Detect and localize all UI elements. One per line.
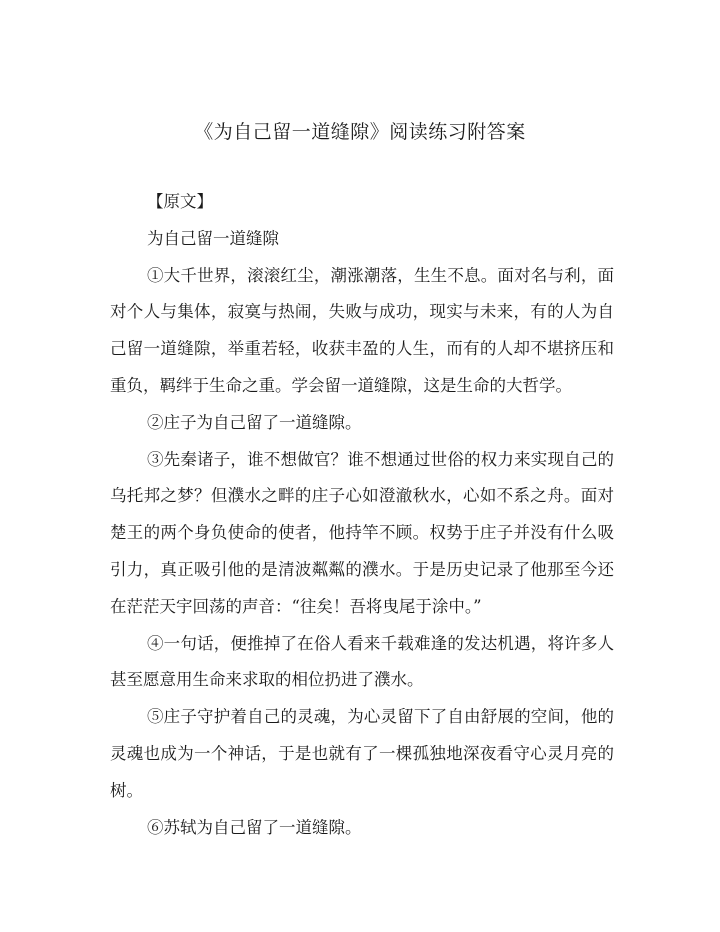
paragraph-2 [110,405,614,442]
document-body [110,184,614,846]
paragraph-6 [110,810,614,847]
paragraph-line: 己留一道缝隙，举重若轻，收获丰盈的人生，而有的人却不堪挤压和 [110,339,614,359]
essay-title: 为自己留一道缝隙 [147,228,279,248]
paragraph-line: ①大千世界，滚滚红尘，潮涨潮落，生生不息。面对名与利，面 [147,265,614,285]
paragraph-line: ③先秦诸子，谁不想做官？谁不想通过世俗的权力来实现自己的 [147,449,614,469]
document-title: 《为自己留一道缝隙》阅读练习附答案 [194,121,526,143]
paragraph-line: 楚王的两个身负使命的使者，他持竿不顾。权势于庄子并没有什么吸 [110,523,614,543]
paragraph-line: 灵魂也成为一个神话，于是也就有了一棵孤独地深夜看守心灵月亮的 [110,743,614,763]
paragraph-3 [110,442,614,626]
paragraph-line: 树。 [110,780,143,800]
paragraph-line: 在茫茫天宇回荡的声音：“往矣！吾将曳尾于涂中。” [110,596,482,616]
paragraph-line: ②庄子为自己留了一道缝隙。 [147,412,362,432]
paragraph-1 [110,258,614,405]
paragraph-line: 引力，真正吸引他的是清波粼粼的濮水。于是历史记录了他那至今还 [110,559,614,579]
paragraph-4 [110,626,614,700]
paragraph-line: ⑤庄子守护着自己的灵魂，为心灵留下了自由舒展的空间，他的 [147,707,614,727]
paragraph-line: 乌托邦之梦？但濮水之畔的庄子心如澄澈秋水，心如不系之舟。面对 [110,486,614,506]
paragraph-line: 对个人与集体，寂寞与热闹，失败与成功，现实与未来，有的人为自 [110,302,614,322]
paragraph-line: 重负，羁绊于生命之重。学会留一道缝隙，这是生命的大哲学。 [110,375,572,395]
paragraph-line: ⑥苏轼为自己留了一道缝隙。 [147,817,362,837]
paragraph-line: 甚至愿意用生命来求取的相位扔进了濮水。 [110,670,424,690]
section-label: 【原文】 [147,192,213,211]
paragraph-line: ④一句话，便推掉了在俗人看来千载难逢的发达机遇，将许多人 [147,633,614,653]
paragraph-5 [110,699,614,809]
